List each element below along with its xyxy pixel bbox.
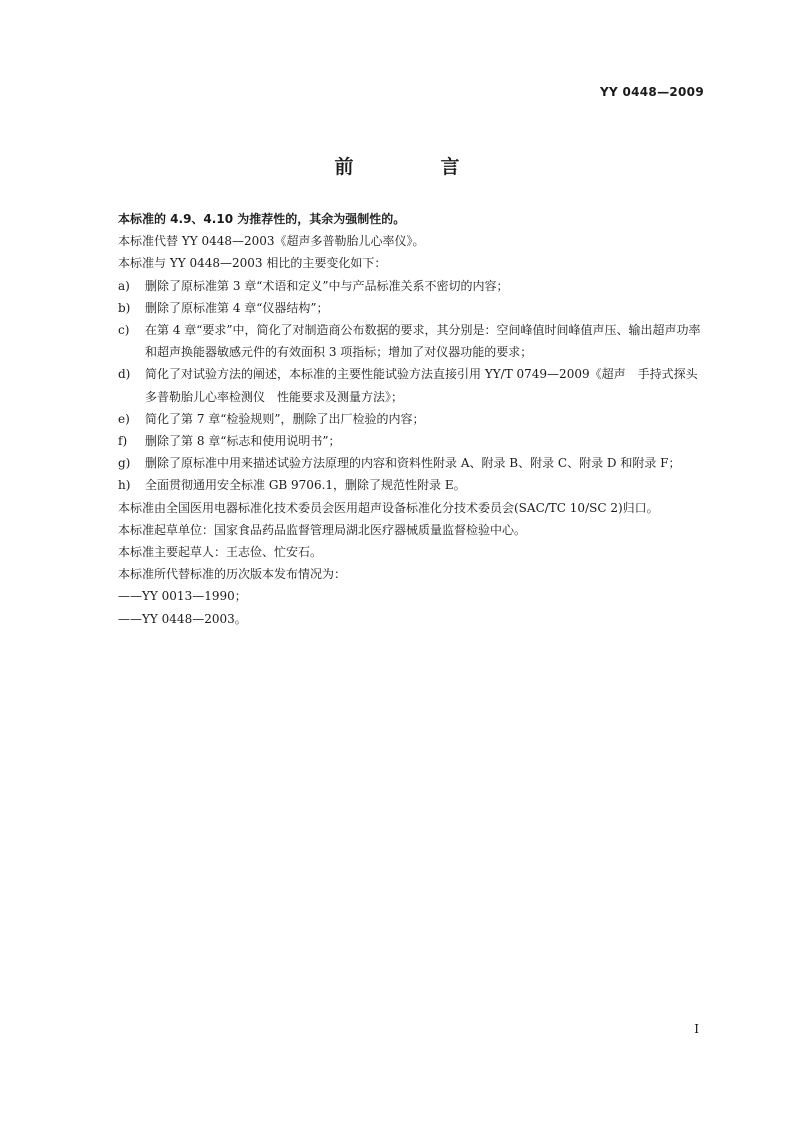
drafting-unit: 本标准起草单位：国家食品药品监督管理局湖北医疗器械质量监督检验中心。	[118, 522, 527, 537]
list-item	[92, 430, 706, 452]
recommend-clause: 本标准的 4.9、4.10 为推荐性的，其余为强制性的。	[118, 212, 406, 226]
list-item	[92, 408, 706, 430]
list-item-mark: c)	[118, 323, 130, 338]
list-item	[92, 319, 706, 363]
list-item	[92, 297, 706, 319]
list-item-text: 删除了第 8 章“标志和使用说明书”；	[145, 434, 341, 449]
history-item: ——YY 0448—2003。	[118, 611, 247, 626]
list-item-mark: f)	[118, 434, 128, 449]
list-item-text: 全面贯彻通用安全标准 GB 9706.1，删除了规范性附录 E。	[145, 478, 466, 493]
list-item-mark: d)	[118, 367, 131, 382]
list-item-text: 简化了第 7 章“检验规则”，删除了出厂检验的内容；	[145, 411, 425, 426]
drafters: 本标准主要起草人：王志俭、忙安石。	[118, 545, 323, 560]
list-item-mark: g)	[118, 456, 131, 471]
list-item-mark: a)	[118, 278, 130, 293]
foreword-body	[92, 208, 706, 630]
page-title: 前 言	[334, 156, 494, 178]
list-item-mark: h)	[118, 478, 131, 493]
changes-intro: 本标准与 YY 0448—2003 相比的主要变化如下：	[118, 256, 387, 271]
list-item-text: 在第 4 章“要求”中，简化了对制造商公布数据的要求，其分别是：空间峰值时间峰值声压、输出超声功率和超声换能器敏感元件的有效面积 3 项指标；增加了对仪器功能的要求；	[145, 323, 701, 360]
page-number: I	[694, 1022, 699, 1036]
history-intro: 本标准所代替标准的历次版本发布情况为：	[118, 567, 347, 582]
list-item-text: 删除了原标准第 4 章“仪器结构”；	[145, 300, 329, 315]
list-item	[92, 452, 706, 474]
replaces-statement: 本标准代替 YY 0448—2003《超声多普勒胎儿心率仪》。	[118, 234, 425, 249]
history-item: ——YY 0013—1990；	[118, 589, 247, 604]
changes-list	[92, 275, 706, 497]
proposed-by: 本标准由全国医用电器标准化技术委员会医用超声设备标准化分技术委员会(SAC/TC 10/SC 2)归口。	[118, 500, 659, 515]
list-item	[92, 275, 706, 297]
list-item-mark: e)	[118, 411, 130, 426]
list-item	[92, 474, 706, 496]
document-code: YY 0448—2009	[600, 85, 704, 99]
list-item-text: 简化了对试验方法的阐述，本标准的主要性能试验方法直接引用 YY/T 0749—2009《超声 手持式探头多普勒胎儿心率检测仪 性能要求及测量方法》；	[145, 367, 698, 404]
list-item-mark: b)	[118, 300, 131, 315]
list-item-text: 删除了原标准中用来描述试验方法原理的内容和资料性附录 A、附录 B、附录 C、附录 D 和附录 F；	[145, 456, 681, 471]
list-item-text: 删除了原标准第 3 章“术语和定义”中与产品标准关系不密切的内容；	[145, 278, 509, 293]
list-item	[92, 363, 706, 407]
